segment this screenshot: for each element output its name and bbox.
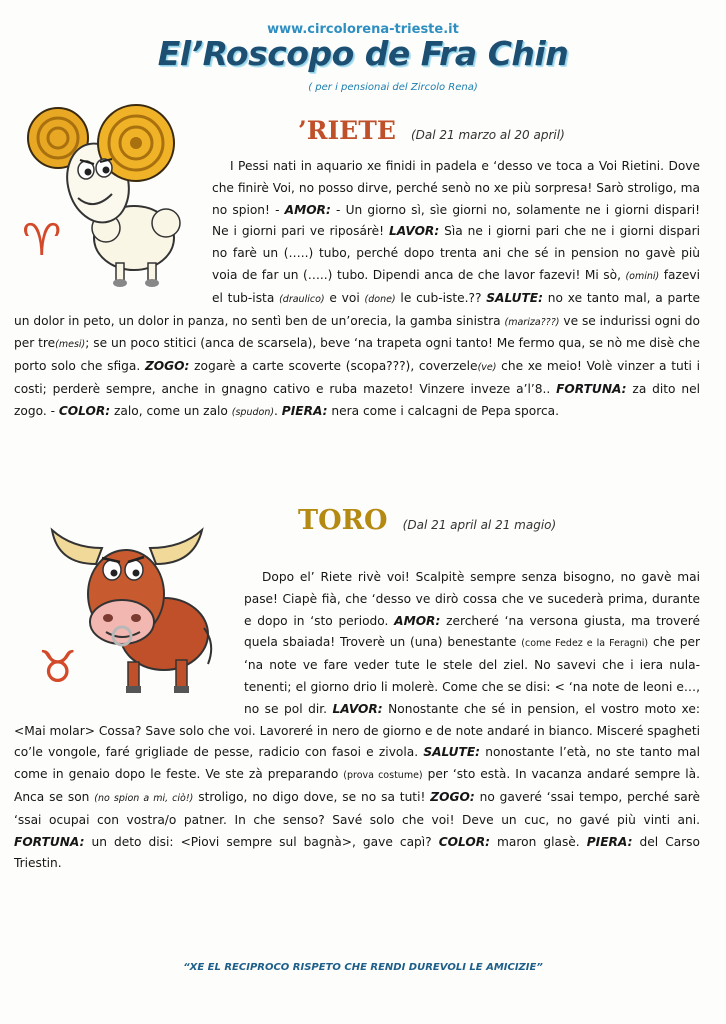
sign-header-riete — [298, 116, 565, 145]
toro-text — [14, 567, 700, 875]
sign-header-toro — [298, 505, 556, 536]
page-title: El’Roscopo de Fra Chin — [157, 34, 569, 73]
taurus-glyph-icon: ♉ — [38, 642, 78, 693]
riete-paragraph: I Pessi nati in aquario xe finidi in padela e ‘desso ve toca a Voi Rietini. Dove che finirè Voi, no posso dirve, perché senò no xe più sorpresa! Sarò stroligo, ma no spion! - AMOR: - Un giorno sì, sìe giorni no, solamente ne i giorni dispari! Ne i giorni pari ve riposárè! LAVOR: Sìa ne i giorni pari che ne i giorni dispari no farè un (…..) tubo, perché dopo trenta ani che sé in pension no gavè più voia de far un (…..) tubo. Dipendi anca de che lavor fazevi! Mi sò, (omini) fazevi el tub-ista (draulico) e voi (done) le cub-iste.?? SALUTE: no xe tanto mal, a parte un dolor in peto, un dolor in panza, no sentì ben de un’orecia, la gamba sinistra (mariza???) ve se indurissi ogni do per tre(mesi); se un poco stitici (anca de scarsela), beve ‘na trapeta ogni tanto! Me fermo qua, se nò me disè che porto solo che sfiga. ZOGO: zogarè a carte scoverte (scopa???), coverzele(ve) che xe meio! Volè vinzer a tuti i costi; perderè sempre, anche in gnagno cativo e ruba mazeto! Vinzere inveze a’l’8.. FORTUNA: za dito nel zogo. - COLOR: zalo, come un zalo (spudon). PIERA: nera come i calcagni de Pepa sporca. — [14, 159, 700, 418]
aries-glyph-icon: ♈ — [22, 215, 62, 266]
sign-dates: (Dal 21 april al 21 magio) — [402, 518, 557, 532]
sign-dates: (Dal 21 marzo al 20 april) — [410, 128, 565, 142]
footer-motto: “XE EL RECIPROCO RISPETO CHE RENDI DUREVOLI LE AMICIZIE” — [183, 962, 543, 973]
riete-text — [14, 156, 700, 424]
toro-paragraph: Dopo el’ Riete rivè voi! Scalpitè sempre senza bisogno, no gavè mai pase! Ciapè fià, che ‘desso ve dirò cossa che ve sucederà prima, durante e dopo in ‘sto periodo. AMOR: zercheré ‘na versona giusta, ma troveré quela sbaiada! Troverè un (una) benestante (come Fedez e la Feragni) che per ‘na note ve fare veder tute le stele del ziel. No savevi che i iera nula-tenenti; el giorno drio li molerè. Come che se disi: < ‘na note de leoni e…, no se pol dir. LAVOR: Nonostante che sé in pension, el vostro moto xe: <Mai molar> Cossa? Save solo che voi. Lavoreré in nero de giorno e de note andaré in bianco. Misceré spagheti co’le vongole, faré grigliade de pesse, radicio con fasoi e zivola. SALUTE: nonostante l’età, no ste tanto mal come in genaio dopo le feste. Ve ste zà preparando (prova costume) per ‘sto està. In vacanza andaré sempre là. Anca se son (no spion a mi, ciò!) stroligo, no digo dove, se no sa tuti! ZOGO: no gaveré ‘ssai tempo, perché sarè ‘ssai ocupai con vostra/o patner. In che senso? Savé solo che voi! Deve un cuc, no gavé più vinti ani. FORTUNA: un deto disi: <Piovi sempre sul bagnà>, gave capì? COLOR: maron glasè. PIERA: del Carso Triestin. — [14, 570, 701, 871]
sign-name: TORO — [298, 505, 388, 536]
website-url[interactable]: www.circolorena-trieste.it — [267, 22, 459, 37]
sign-name: ’RIETE — [298, 116, 396, 145]
page-subtitle: ( per i pensionai del Zircolo Rena) — [308, 82, 478, 93]
